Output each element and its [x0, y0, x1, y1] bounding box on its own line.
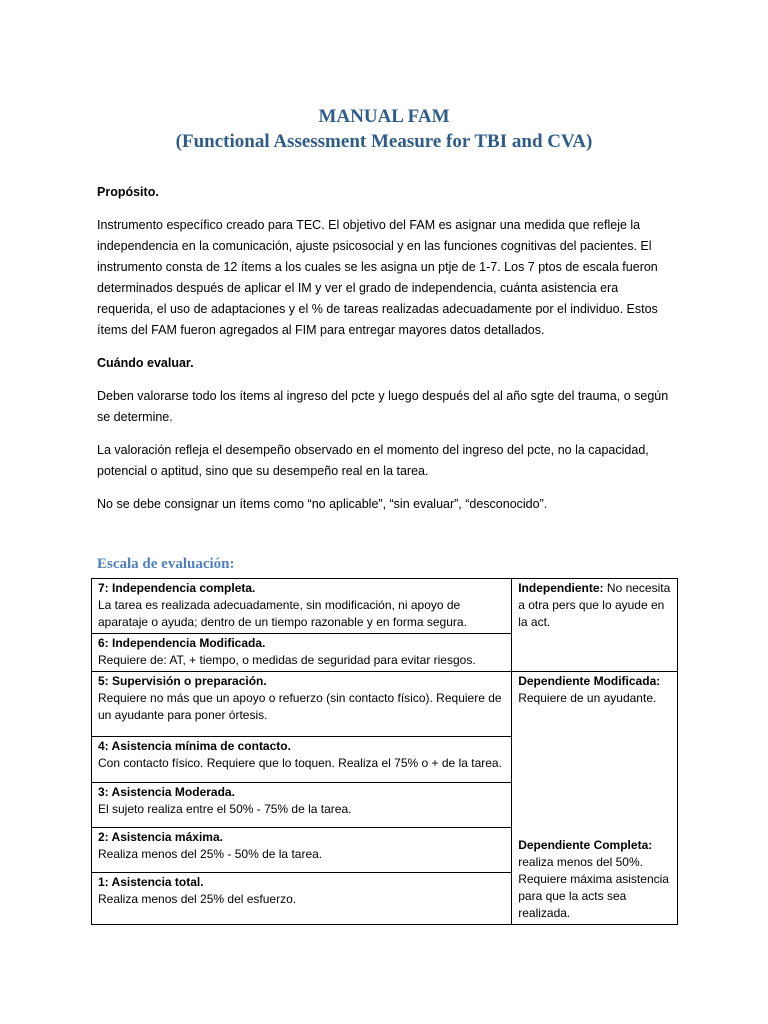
category-description: No necesita a otra pers que lo ayude en la act. — [518, 581, 671, 629]
dependiente-cell — [512, 672, 678, 925]
level-description: Realiza menos del 25% del esfuerzo. — [98, 892, 297, 906]
scale-section-title: Escala de evaluación: — [97, 556, 235, 572]
cuando-paragraph-2: La valoración refleja el desempeño observado en el momento del ingreso del pcte, no la capacidad, potencial o aptitud, sino que su desempeño real en la tarea. — [97, 443, 649, 478]
title-line-2: (Functional Assessment Measure for TBI and CVA) — [175, 131, 593, 152]
level-6-cell — [92, 634, 512, 672]
level-title: 2: Asistencia máxima. — [98, 829, 223, 844]
level-title: 6: Independencia Modificada. — [98, 636, 266, 650]
level-1-cell — [92, 873, 512, 925]
level-title: 3: Asistencia Moderada. — [98, 784, 235, 799]
level-description: Requiere no más que un apoyo o refuerzo (sin contacto físico). Requiere de un ayudante para poner órtesis. — [98, 691, 502, 722]
independiente-cell — [512, 579, 678, 672]
category-title: Dependiente Completa: — [518, 838, 653, 852]
level-5-cell — [92, 672, 512, 737]
proposito-heading: Propósito. — [97, 185, 159, 199]
level-description: La tarea es realizada adecuadamente, sin modificación, ni apoyo de aparataje o ayuda; dentro de un tiempo razonable y en forma segura. — [98, 598, 467, 629]
dependiente-completa-block — [518, 837, 671, 922]
category-title: Dependiente Modificada: — [518, 674, 661, 688]
category-description: Requiere de un ayudante. — [518, 691, 657, 705]
document-body — [97, 182, 677, 527]
level-description: Realiza menos del 25% - 50% de la tarea. — [98, 846, 323, 861]
cuando-paragraph-1: Deben valorarse todo los ítems al ingreso del pcte y luego después del al año sgte del trauma, o según se determine. — [97, 389, 669, 424]
level-title: 7: Independencia completa. — [98, 581, 256, 595]
level-3-cell — [92, 782, 512, 827]
dependiente-modificada-block — [518, 673, 671, 707]
document-title — [0, 104, 768, 154]
category-title: Independiente: — [518, 581, 604, 595]
title-line-1: MANUAL FAM — [318, 106, 450, 127]
category-description-extra: Requiere máxima asistencia para que la acts sea realizada. — [518, 872, 669, 920]
level-4-cell — [92, 737, 512, 782]
level-description: Requiere de: AT, + tiempo, o medidas de seguridad para evitar riesgos. — [98, 653, 476, 667]
scale-table — [91, 578, 678, 925]
level-title: 4: Asistencia mínima de contacto. — [98, 739, 291, 754]
cuando-heading: Cuándo evaluar. — [97, 356, 194, 370]
level-2-cell — [92, 827, 512, 872]
table-row — [92, 672, 678, 737]
cuando-paragraph-3: No se debe consignar un ítems como “no aplicable”, “sin evaluar”, “desconocido”. — [97, 497, 548, 511]
proposito-paragraph: Instrumento específico creado para TEC. El objetivo del FAM es asignar una medida que refleje la independencia en la comunicación, ajuste psicosocial y en las funciones cognitivas del pacientes. El instrumento consta de 12 ítems a los cuales se les asigna un ptje de 1-7. Los 7 ptos de escala fueron determinados después de aplicar el IM y ver el grado de independencia, cuánta asistencia era requerida, el uso de adaptaciones y el % de tareas realizadas adecuadamente por el individuo. Estos ítems del FAM fueron agregados al FIM para entregar mayores datos detallados. — [97, 218, 658, 337]
level-description: Con contacto físico. Requiere que lo toquen. Realiza el 75% o + de la tarea. — [98, 756, 502, 771]
level-description: El sujeto realiza entre el 50% - 75% de la tarea. — [98, 801, 352, 816]
level-title: 1: Asistencia total. — [98, 875, 204, 889]
level-7-cell — [92, 579, 512, 634]
level-title: 5: Supervisión o preparación. — [98, 674, 267, 688]
table-row — [92, 579, 678, 634]
category-description: realiza menos del 50%. — [518, 855, 643, 869]
